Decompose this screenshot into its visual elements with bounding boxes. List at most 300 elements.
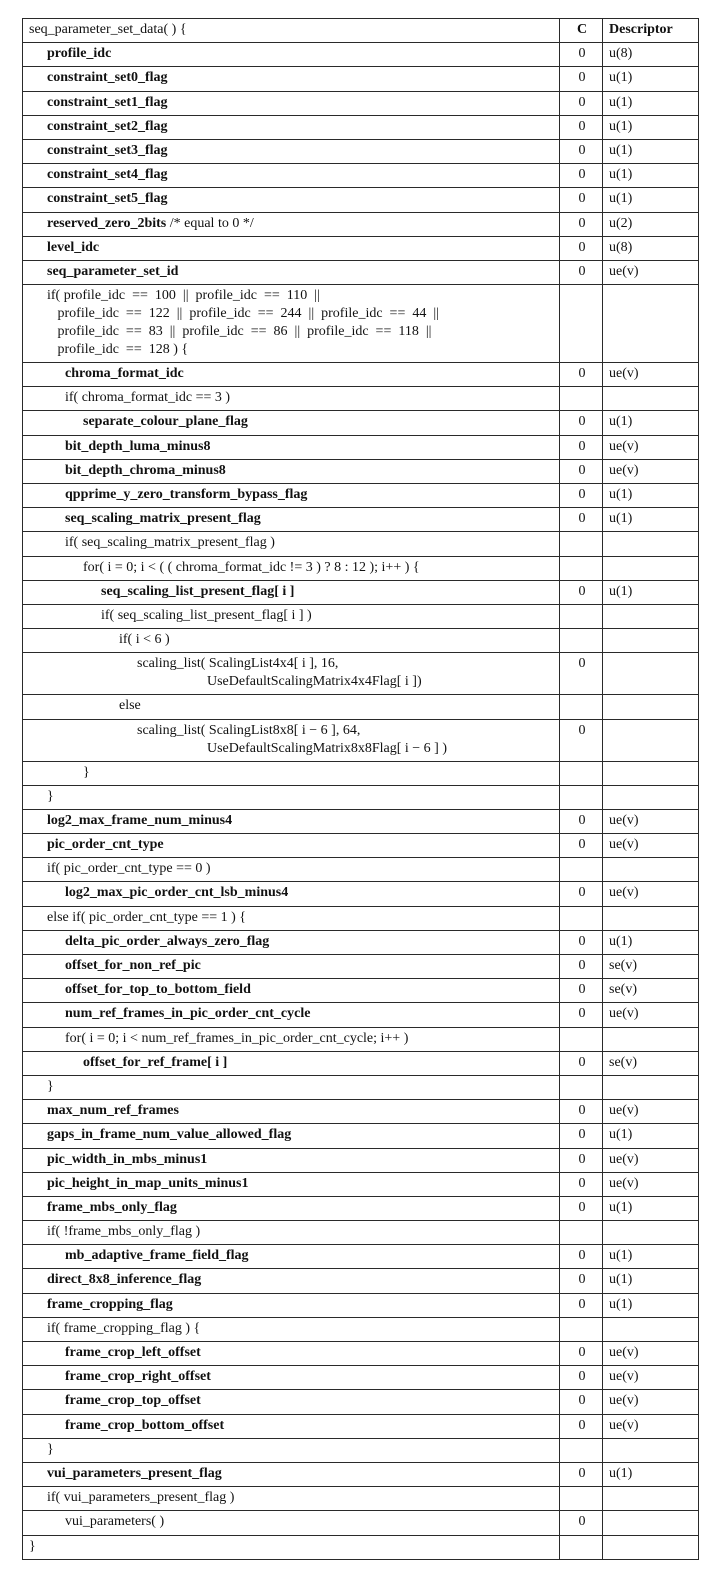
syntax-text: } bbox=[47, 1441, 54, 1457]
descriptor-cell: u(8) bbox=[603, 43, 699, 67]
syntax-cell bbox=[23, 236, 560, 260]
syntax-text: if( i < 6 ) bbox=[119, 632, 170, 648]
table-row bbox=[23, 1124, 699, 1148]
descriptor-cell bbox=[603, 556, 699, 580]
syntax-cell bbox=[23, 930, 560, 954]
category-cell bbox=[560, 629, 603, 653]
table-row bbox=[23, 1003, 699, 1027]
syntax-cell bbox=[23, 761, 560, 785]
syntax-text: for( i = 0; i < ( ( chroma_format_idc != 3 ) ? 8 : 12 ); i++ ) { bbox=[83, 559, 420, 575]
syntax-text: scaling_list( ScalingList4x4[ i ], 16, UseDefaultScalingMatrix4x4Flag[ i ]) bbox=[137, 656, 422, 690]
syntax-text: vui_parameters_present_flag bbox=[47, 1465, 222, 1481]
table-row bbox=[23, 508, 699, 532]
syntax-cell bbox=[23, 363, 560, 387]
descriptor-cell bbox=[603, 387, 699, 411]
category-cell bbox=[560, 858, 603, 882]
descriptor-cell bbox=[603, 785, 699, 809]
syntax-cell bbox=[23, 1293, 560, 1317]
syntax-text: vui_parameters( ) bbox=[65, 1514, 165, 1530]
descriptor-cell: u(1) bbox=[603, 1196, 699, 1220]
table-row bbox=[23, 1196, 699, 1220]
category-cell: 0 bbox=[560, 955, 603, 979]
table-row bbox=[23, 387, 699, 411]
table-row bbox=[23, 67, 699, 91]
descriptor-cell: u(1) bbox=[603, 115, 699, 139]
descriptor-cell: ue(v) bbox=[603, 459, 699, 483]
category-cell bbox=[560, 761, 603, 785]
category-cell: 0 bbox=[560, 1003, 603, 1027]
category-cell: 0 bbox=[560, 43, 603, 67]
table-row bbox=[23, 955, 699, 979]
category-cell: 0 bbox=[560, 979, 603, 1003]
syntax-text: constraint_set4_flag bbox=[47, 167, 168, 183]
category-cell: 0 bbox=[560, 484, 603, 508]
descriptor-cell: u(1) bbox=[603, 188, 699, 212]
descriptor-cell bbox=[603, 653, 699, 695]
table-row bbox=[23, 882, 699, 906]
table-row bbox=[23, 115, 699, 139]
descriptor-cell bbox=[603, 858, 699, 882]
syntax-cell bbox=[23, 1414, 560, 1438]
syntax-cell bbox=[23, 411, 560, 435]
category-cell: 0 bbox=[560, 1366, 603, 1390]
descriptor-cell: u(1) bbox=[603, 484, 699, 508]
syntax-text: max_num_ref_frames bbox=[47, 1103, 179, 1119]
syntax-text: seq_scaling_list_present_flag[ i ] bbox=[101, 583, 295, 599]
syntax-cell bbox=[23, 604, 560, 628]
syntax-text: direct_8x8_inference_flag bbox=[47, 1272, 202, 1288]
syntax-cell bbox=[23, 115, 560, 139]
syntax-cell bbox=[23, 1196, 560, 1220]
syntax-cell bbox=[23, 1487, 560, 1511]
table-row bbox=[23, 1245, 699, 1269]
descriptor-cell bbox=[603, 1027, 699, 1051]
descriptor-cell: ue(v) bbox=[603, 1100, 699, 1124]
category-cell: 0 bbox=[560, 1342, 603, 1366]
descriptor-cell: ue(v) bbox=[603, 260, 699, 284]
syntax-cell bbox=[23, 719, 560, 761]
syntax-text: constraint_set2_flag bbox=[47, 118, 168, 134]
descriptor-cell bbox=[603, 532, 699, 556]
syntax-text: delta_pic_order_always_zero_flag bbox=[65, 933, 270, 949]
syntax-cell bbox=[23, 212, 560, 236]
table-row bbox=[23, 1487, 699, 1511]
table-row bbox=[23, 236, 699, 260]
syntax-cell bbox=[23, 858, 560, 882]
syntax-text: num_ref_frames_in_pic_order_cnt_cycle bbox=[65, 1006, 311, 1022]
syntax-cell bbox=[23, 1438, 560, 1462]
descriptor-cell: u(1) bbox=[603, 930, 699, 954]
syntax-text: constraint_set1_flag bbox=[47, 94, 168, 110]
category-cell: 0 bbox=[560, 834, 603, 858]
syntax-cell bbox=[23, 1390, 560, 1414]
category-cell: 0 bbox=[560, 882, 603, 906]
syntax-comment: /* equal to 0 */ bbox=[169, 215, 254, 231]
descriptor-cell: ue(v) bbox=[603, 882, 699, 906]
syntax-cell bbox=[23, 459, 560, 483]
descriptor-cell: se(v) bbox=[603, 1051, 699, 1075]
category-cell bbox=[560, 556, 603, 580]
syntax-cell bbox=[23, 188, 560, 212]
table-row bbox=[23, 260, 699, 284]
syntax-cell bbox=[23, 139, 560, 163]
syntax-cell bbox=[23, 91, 560, 115]
descriptor-cell: u(1) bbox=[603, 139, 699, 163]
syntax-text: frame_crop_right_offset bbox=[65, 1369, 211, 1385]
table-row bbox=[23, 761, 699, 785]
syntax-text: if( !frame_mbs_only_flag ) bbox=[47, 1224, 201, 1240]
descriptor-cell: u(1) bbox=[603, 1462, 699, 1486]
descriptor-cell: ue(v) bbox=[603, 1414, 699, 1438]
descriptor-cell: u(1) bbox=[603, 1293, 699, 1317]
syntax-cell bbox=[23, 629, 560, 653]
category-cell bbox=[560, 285, 603, 363]
category-cell bbox=[560, 906, 603, 930]
category-cell: 0 bbox=[560, 1245, 603, 1269]
descriptor-cell: se(v) bbox=[603, 979, 699, 1003]
category-cell bbox=[560, 1535, 603, 1559]
table-row bbox=[23, 1221, 699, 1245]
syntax-text: gaps_in_frame_num_value_allowed_flag bbox=[47, 1127, 292, 1143]
syntax-text: log2_max_pic_order_cnt_lsb_minus4 bbox=[65, 885, 289, 901]
table-row bbox=[23, 906, 699, 930]
descriptor-cell: ue(v) bbox=[603, 1148, 699, 1172]
descriptor-cell bbox=[603, 629, 699, 653]
table-header-row bbox=[23, 19, 699, 43]
category-cell: 0 bbox=[560, 653, 603, 695]
category-cell: 0 bbox=[560, 139, 603, 163]
table-row bbox=[23, 363, 699, 387]
syntax-text: scaling_list( ScalingList8x8[ i − 6 ], 64, UseDefaultScalingMatrix8x8Flag[ i − 6 ] ) bbox=[137, 722, 448, 756]
syntax-cell bbox=[23, 979, 560, 1003]
syntax-text: mb_adaptive_frame_field_flag bbox=[65, 1248, 249, 1264]
syntax-cell bbox=[23, 1124, 560, 1148]
syntax-cell bbox=[23, 580, 560, 604]
syntax-cell bbox=[23, 1342, 560, 1366]
table-row bbox=[23, 1535, 699, 1559]
table-row bbox=[23, 809, 699, 833]
syntax-text: for( i = 0; i < num_ref_frames_in_pic_order_cnt_cycle; i++ ) bbox=[65, 1030, 409, 1046]
category-cell: 0 bbox=[560, 1269, 603, 1293]
syntax-text: separate_colour_plane_flag bbox=[83, 414, 248, 430]
category-cell: 0 bbox=[560, 508, 603, 532]
syntax-text: qpprime_y_zero_transform_bypass_flag bbox=[65, 487, 308, 502]
table-row bbox=[23, 484, 699, 508]
syntax-cell bbox=[23, 1462, 560, 1486]
category-cell: 0 bbox=[560, 580, 603, 604]
syntax-cell bbox=[23, 882, 560, 906]
descriptor-cell: ue(v) bbox=[603, 1390, 699, 1414]
category-cell: 0 bbox=[560, 1172, 603, 1196]
syntax-cell bbox=[23, 1027, 560, 1051]
descriptor-cell bbox=[603, 761, 699, 785]
category-cell: 0 bbox=[560, 1390, 603, 1414]
syntax-text: pic_width_in_mbs_minus1 bbox=[47, 1151, 208, 1167]
syntax-cell bbox=[23, 1269, 560, 1293]
table-row bbox=[23, 930, 699, 954]
descriptor-cell bbox=[603, 1535, 699, 1559]
syntax-text: if( seq_scaling_list_present_flag[ i ] ) bbox=[101, 607, 312, 623]
header-descriptor: Descriptor bbox=[603, 19, 699, 43]
syntax-cell bbox=[23, 285, 560, 363]
category-cell: 0 bbox=[560, 459, 603, 483]
descriptor-cell: u(1) bbox=[603, 164, 699, 188]
syntax-text: frame_crop_top_offset bbox=[65, 1393, 201, 1409]
category-cell: 0 bbox=[560, 91, 603, 115]
syntax-text: offset_for_top_to_bottom_field bbox=[65, 982, 251, 998]
syntax-text: if( seq_scaling_matrix_present_flag ) bbox=[65, 535, 275, 551]
table-row bbox=[23, 629, 699, 653]
category-cell: 0 bbox=[560, 363, 603, 387]
table-row bbox=[23, 164, 699, 188]
table-row bbox=[23, 1366, 699, 1390]
syntax-text: frame_cropping_flag bbox=[47, 1296, 173, 1312]
table-row bbox=[23, 1342, 699, 1366]
syntax-cell bbox=[23, 484, 560, 508]
syntax-text: level_idc bbox=[47, 239, 100, 255]
syntax-cell bbox=[23, 532, 560, 556]
descriptor-cell: u(1) bbox=[603, 1269, 699, 1293]
category-cell bbox=[560, 604, 603, 628]
syntax-cell bbox=[23, 1148, 560, 1172]
table-row bbox=[23, 1051, 699, 1075]
category-cell bbox=[560, 1027, 603, 1051]
table-row bbox=[23, 212, 699, 236]
syntax-text: if( vui_parameters_present_flag ) bbox=[47, 1490, 235, 1506]
syntax-cell bbox=[23, 1511, 560, 1535]
syntax-text: offset_for_ref_frame[ i ] bbox=[83, 1054, 228, 1070]
descriptor-cell: u(2) bbox=[603, 212, 699, 236]
table-row bbox=[23, 653, 699, 695]
descriptor-cell: ue(v) bbox=[603, 1366, 699, 1390]
syntax-text: pic_height_in_map_units_minus1 bbox=[47, 1175, 249, 1191]
syntax-cell bbox=[23, 785, 560, 809]
table-row bbox=[23, 604, 699, 628]
syntax-cell bbox=[23, 67, 560, 91]
syntax-text: } bbox=[47, 1078, 54, 1094]
category-cell: 0 bbox=[560, 115, 603, 139]
syntax-cell bbox=[23, 906, 560, 930]
syntax-text: offset_for_non_ref_pic bbox=[65, 958, 201, 973]
syntax-cell bbox=[23, 1172, 560, 1196]
table-row bbox=[23, 1293, 699, 1317]
table-row bbox=[23, 858, 699, 882]
category-cell: 0 bbox=[560, 164, 603, 188]
descriptor-cell: ue(v) bbox=[603, 435, 699, 459]
syntax-text: seq_parameter_set_id bbox=[47, 263, 179, 279]
category-cell bbox=[560, 1487, 603, 1511]
category-cell bbox=[560, 387, 603, 411]
syntax-cell bbox=[23, 1317, 560, 1341]
syntax-cell bbox=[23, 1100, 560, 1124]
descriptor-cell: ue(v) bbox=[603, 834, 699, 858]
syntax-text: else bbox=[119, 698, 141, 714]
syntax-cell bbox=[23, 1535, 560, 1559]
category-cell: 0 bbox=[560, 212, 603, 236]
category-cell bbox=[560, 695, 603, 719]
descriptor-cell: se(v) bbox=[603, 955, 699, 979]
table-row bbox=[23, 1438, 699, 1462]
table-row bbox=[23, 785, 699, 809]
table-row bbox=[23, 1269, 699, 1293]
table-row bbox=[23, 719, 699, 761]
syntax-text: } bbox=[29, 1538, 36, 1554]
category-cell: 0 bbox=[560, 1511, 603, 1535]
syntax-cell bbox=[23, 164, 560, 188]
descriptor-cell: u(1) bbox=[603, 580, 699, 604]
table-row bbox=[23, 1462, 699, 1486]
category-cell bbox=[560, 1221, 603, 1245]
descriptor-cell: ue(v) bbox=[603, 1172, 699, 1196]
syntax-cell bbox=[23, 1221, 560, 1245]
descriptor-cell bbox=[603, 1487, 699, 1511]
table-row bbox=[23, 1100, 699, 1124]
category-cell: 0 bbox=[560, 809, 603, 833]
category-cell: 0 bbox=[560, 1293, 603, 1317]
category-cell: 0 bbox=[560, 1148, 603, 1172]
syntax-text: pic_order_cnt_type bbox=[47, 837, 164, 853]
descriptor-cell: ue(v) bbox=[603, 363, 699, 387]
descriptor-cell: u(1) bbox=[603, 91, 699, 115]
category-cell: 0 bbox=[560, 1124, 603, 1148]
table-row bbox=[23, 1390, 699, 1414]
syntax-cell bbox=[23, 809, 560, 833]
descriptor-cell bbox=[603, 1438, 699, 1462]
table-row bbox=[23, 285, 699, 363]
category-cell bbox=[560, 1438, 603, 1462]
category-cell: 0 bbox=[560, 260, 603, 284]
syntax-cell bbox=[23, 1245, 560, 1269]
category-cell bbox=[560, 532, 603, 556]
descriptor-cell bbox=[603, 719, 699, 761]
category-cell: 0 bbox=[560, 435, 603, 459]
category-cell: 0 bbox=[560, 1196, 603, 1220]
syntax-text: log2_max_frame_num_minus4 bbox=[47, 812, 233, 828]
table-row bbox=[23, 1317, 699, 1341]
table-row bbox=[23, 139, 699, 163]
category-cell: 0 bbox=[560, 930, 603, 954]
descriptor-cell bbox=[603, 285, 699, 363]
syntax-text: reserved_zero_2bits bbox=[47, 215, 167, 231]
category-cell: 0 bbox=[560, 1051, 603, 1075]
descriptor-cell bbox=[603, 1511, 699, 1535]
syntax-text: constraint_set3_flag bbox=[47, 142, 168, 158]
descriptor-cell bbox=[603, 1317, 699, 1341]
table-row bbox=[23, 834, 699, 858]
syntax-cell bbox=[23, 435, 560, 459]
table-row bbox=[23, 411, 699, 435]
syntax-text: constraint_set0_flag bbox=[47, 70, 168, 86]
table-body bbox=[23, 43, 699, 1560]
syntax-document bbox=[22, 18, 698, 1560]
descriptor-cell: u(8) bbox=[603, 236, 699, 260]
table-row bbox=[23, 1027, 699, 1051]
category-cell: 0 bbox=[560, 188, 603, 212]
syntax-text: } bbox=[83, 764, 90, 780]
category-cell: 0 bbox=[560, 1462, 603, 1486]
syntax-cell bbox=[23, 1051, 560, 1075]
syntax-text: if( frame_cropping_flag ) { bbox=[47, 1320, 201, 1336]
table-row bbox=[23, 459, 699, 483]
descriptor-cell: u(1) bbox=[603, 1245, 699, 1269]
syntax-cell bbox=[23, 43, 560, 67]
syntax-text: if( pic_order_cnt_type == 0 ) bbox=[47, 861, 211, 877]
syntax-cell bbox=[23, 556, 560, 580]
category-cell: 0 bbox=[560, 411, 603, 435]
syntax-cell bbox=[23, 1003, 560, 1027]
descriptor-cell bbox=[603, 1075, 699, 1099]
table-row bbox=[23, 91, 699, 115]
syntax-text: bit_depth_chroma_minus8 bbox=[65, 462, 226, 478]
table-row bbox=[23, 1414, 699, 1438]
table-row bbox=[23, 695, 699, 719]
header-syntax: seq_parameter_set_data( ) { bbox=[23, 19, 560, 43]
descriptor-cell: u(1) bbox=[603, 1124, 699, 1148]
header-category: C bbox=[560, 19, 603, 43]
syntax-text: if( profile_idc == 100 || profile_idc == 110 || profile_idc == 122 || profile_idc == 244 || profile_idc == 44 || profile_idc == 83 || profile_idc == 86 || profile_idc == 118 || profile_idc == 128 ) { bbox=[47, 288, 439, 358]
descriptor-cell: u(1) bbox=[603, 508, 699, 532]
table-row bbox=[23, 556, 699, 580]
syntax-text: seq_scaling_matrix_present_flag bbox=[65, 511, 261, 527]
sps-syntax-table bbox=[22, 18, 699, 1560]
descriptor-cell: ue(v) bbox=[603, 1003, 699, 1027]
category-cell: 0 bbox=[560, 1414, 603, 1438]
syntax-text: if( chroma_format_idc == 3 ) bbox=[65, 390, 231, 406]
descriptor-cell: u(1) bbox=[603, 411, 699, 435]
descriptor-cell: ue(v) bbox=[603, 1342, 699, 1366]
syntax-text: constraint_set5_flag bbox=[47, 191, 168, 207]
table-row bbox=[23, 435, 699, 459]
syntax-cell bbox=[23, 387, 560, 411]
syntax-text: bit_depth_luma_minus8 bbox=[65, 438, 211, 454]
table-row bbox=[23, 1075, 699, 1099]
category-cell: 0 bbox=[560, 67, 603, 91]
category-cell bbox=[560, 785, 603, 809]
syntax-cell bbox=[23, 834, 560, 858]
table-row bbox=[23, 1511, 699, 1535]
syntax-cell bbox=[23, 695, 560, 719]
syntax-text: profile_idc bbox=[47, 46, 112, 62]
syntax-cell bbox=[23, 955, 560, 979]
syntax-cell bbox=[23, 260, 560, 284]
syntax-cell bbox=[23, 1366, 560, 1390]
syntax-text: frame_mbs_only_flag bbox=[47, 1199, 177, 1215]
category-cell: 0 bbox=[560, 719, 603, 761]
descriptor-cell: u(1) bbox=[603, 67, 699, 91]
category-cell bbox=[560, 1317, 603, 1341]
syntax-text: frame_crop_bottom_offset bbox=[65, 1417, 225, 1433]
syntax-cell bbox=[23, 1075, 560, 1099]
table-row bbox=[23, 1172, 699, 1196]
descriptor-cell bbox=[603, 906, 699, 930]
syntax-text: chroma_format_idc bbox=[65, 366, 184, 382]
descriptor-cell: ue(v) bbox=[603, 809, 699, 833]
table-row bbox=[23, 979, 699, 1003]
syntax-cell bbox=[23, 653, 560, 695]
table-row bbox=[23, 43, 699, 67]
table-row bbox=[23, 1148, 699, 1172]
category-cell bbox=[560, 1075, 603, 1099]
table-row bbox=[23, 580, 699, 604]
category-cell: 0 bbox=[560, 236, 603, 260]
descriptor-cell bbox=[603, 604, 699, 628]
syntax-cell bbox=[23, 508, 560, 532]
table-row bbox=[23, 188, 699, 212]
descriptor-cell bbox=[603, 1221, 699, 1245]
table-row bbox=[23, 532, 699, 556]
descriptor-cell bbox=[603, 695, 699, 719]
syntax-text: } bbox=[47, 788, 54, 804]
